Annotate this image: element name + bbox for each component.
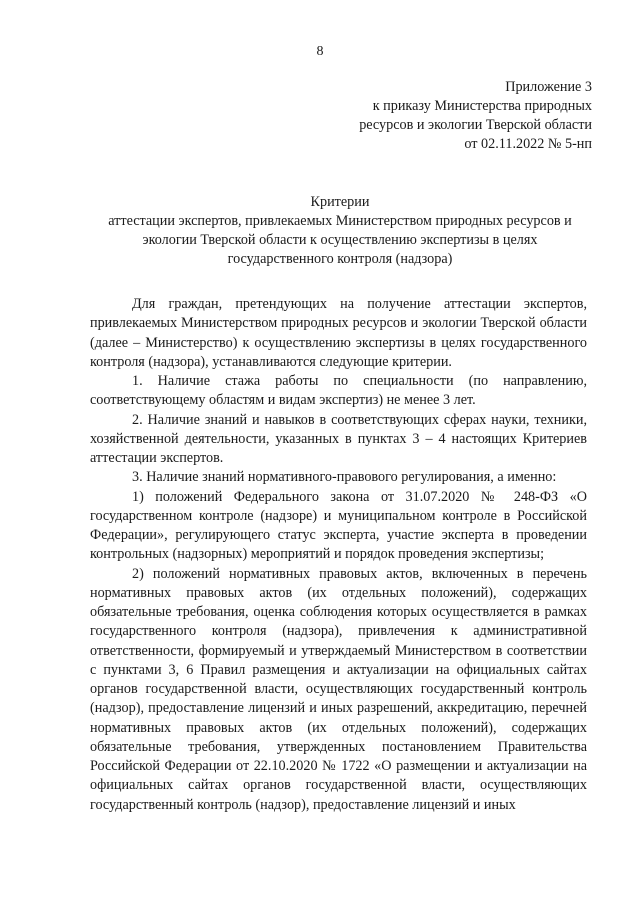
paragraph-1: 1. Наличие стажа работы по специальности (по направлению, соответствующему областям и видам экспертиз) не менее 3 лет. bbox=[90, 373, 587, 409]
appendix-line: Приложение 3 bbox=[505, 79, 592, 95]
paragraph-3-1: 1) положений Федерального закона от 31.07.2020 № 248-ФЗ «О государственном контроле (надзоре) и муниципальном контроле в Российской Федерации», регулирующего статус эксперта, участие эксперта в проведении контрольных (надзорных) мероприятий и порядок проведения экспертизы; bbox=[90, 488, 587, 563]
paragraph-3: 3. Наличие знаний нормативного-правового регулирования, а именно: bbox=[132, 469, 557, 486]
paragraph-3-2: 2) положений нормативных правовых актов, включенных в перечень нормативных правовых актов (их отдельных положений), содержащих обязательные требования, оценка соблюдения которых осуществляется в рамках государственного контроля (надзора), привлечения к административной ответственности, формируемый и утверждаемый Министерством в соответствии с пунктами 3, 6 Правил размещения и актуализации на официальных сайтах органов государственной власти, осуществляющих государственный контроль (надзор), предоставление лицензий и иных разрешений, аккредитацию, перечней нормативных правовых актов (их отдельных положений), содержащих обязательные требования, утвержденных постановлением Правительства Российской Федерации от 22.10.2020 № 1722 «О размещении и актуализации на официальных сайтах органов государственной власти, осуществляющих государственный контроль (надзор), предоставление лицензий и иных bbox=[90, 565, 587, 813]
appendix-line: к приказу Министерства природных bbox=[372, 98, 592, 114]
title-heading: Критерии bbox=[310, 194, 370, 210]
appendix-line: ресурсов и экологии Тверской области bbox=[359, 117, 592, 133]
title-line: экологии Тверской области к осуществлению экспертизы в целях bbox=[142, 232, 538, 248]
document-body bbox=[90, 295, 587, 815]
paragraph-2: 2. Наличие знаний и навыков в соответствующих сферах науки, техники, хозяйственной деятельности, указанных в пунктах 3 – 4 настоящих Критериев аттестации экспертов. bbox=[90, 411, 587, 466]
appendix-header bbox=[359, 78, 592, 154]
document-title bbox=[80, 193, 600, 269]
title-line: государственного контроля (надзора) bbox=[227, 251, 453, 267]
appendix-line: от 02.11.2022 № 5-нп bbox=[464, 136, 592, 152]
paragraph-intro: Для граждан, претендующих на получение аттестации экспертов, привлекаемых Министерством природных ресурсов и экологии Тверской области (далее – Министерство) к осуществлению экспертизы в целях государственного контроля (надзора), устанавливаются следующие критерии. bbox=[90, 296, 587, 370]
title-line: аттестации экспертов, привлекаемых Министерством природных ресурсов и bbox=[108, 213, 572, 229]
page-number: 8 bbox=[316, 44, 324, 59]
